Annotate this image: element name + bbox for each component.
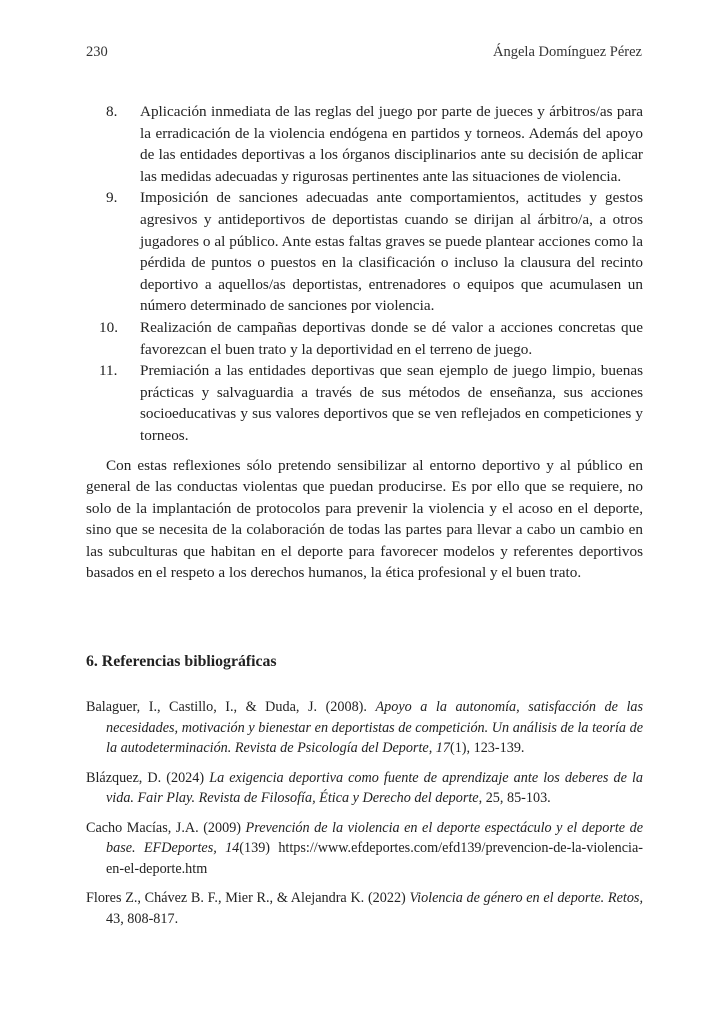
reference-title: Apoyo a la autonomía, satisfacción de las necesidades, motivación y bienestar en deportistas de competición. Un análisis de la teoría de la autodeterminación. Revista de Psicología del Deporte, 17	[106, 699, 644, 756]
section-heading: 6. Referencias bibliográficas	[86, 653, 277, 670]
list-item	[86, 317, 643, 360]
reference-entry	[86, 888, 643, 929]
list-item-number: 8.	[106, 103, 118, 120]
reference-authors: Cacho Macías, J.A. (2009)	[86, 819, 242, 836]
list-item	[86, 101, 643, 187]
list-item	[86, 360, 643, 446]
reference-title: Prevención de la violencia en el deporte espectáculo y el deporte de base. EFDeportes, 14	[106, 819, 643, 856]
running-author: Ángela Domínguez Pérez	[493, 44, 642, 60]
closing-paragraph: Con estas reflexiones sólo pretendo sensibilizar al entorno deportivo y al público en general de las conductas violentas que puedan producirse. Es por ello que se requiere, no solo de la implantación de protocolos para prevenir la violencia y el acoso en el deporte, sino que se necesita de la colaboración de todas las partes para llevar a cabo un cambio en las subculturas que habitan en el deporte para favorecer modelos y referentes deportivos basados en el respeto a los derechos humanos, la ética profesional y el buen trato.	[86, 456, 643, 582]
body-content	[86, 101, 643, 584]
list-item-number: 9.	[106, 189, 118, 207]
list-item	[86, 187, 643, 317]
reference-entry	[86, 697, 643, 759]
measures-list	[86, 101, 643, 447]
reference-authors: Flores Z., Chávez B. F., Mier R., & Alejandra K. (2022)	[86, 890, 406, 906]
list-item-text: Aplicación inmediata de las reglas del juego por parte de jueces y árbitros/as para la erradicación de la violencia endógena en partidos y torneos. Además del apoyo de las entidades deportivas a los órganos disciplinarios ante su decisión de aplicar las medidas adecuadas y rigurosas pertinentes ante las situaciones de violencia.	[140, 103, 643, 185]
reference-authors: Balaguer, I., Castillo, I., & Duda, J. (2008).	[86, 699, 367, 715]
reference-entry	[86, 768, 643, 809]
list-item-text: Realización de campañas deportivas donde se dé valor a acciones concretas que favorezcan el buen trato y la deportividad en el terreno de juego.	[140, 318, 643, 358]
reference-list	[86, 697, 643, 938]
reference-details: (1), 123-139.	[449, 740, 525, 756]
running-header	[86, 44, 642, 61]
page-number: 230	[86, 44, 108, 60]
reference-title: Violencia de género en el deporte. Retos,	[409, 890, 644, 906]
reference-title: La exigencia deportiva como fuente de aprendizaje ante los deberes de la vida. Fair Play. Revista de Filosofía, Ética y Derecho del deporte	[106, 769, 643, 806]
reference-details: (139) https://www.efdeportes.com/efd139/prevencion-de-la-violencia-en-el-deporte.htm	[106, 840, 643, 877]
list-item-text: Imposición de sanciones adecuadas ante comportamientos, actitudes y gestos agresivos y antideportivos de deportistas cuando se dirijan al árbitro/a, a otros jugadores o al público. Ante estas faltas graves se puede plantear acciones como la pérdida de puntos o puestos en la clasificación o incluso la clausura del recinto deportivo a aquellos/as deportistas, entrenadores o equipos que acumulasen un número determinado de sanciones por violencia.	[140, 189, 643, 315]
reference-details: 43, 808-817.	[106, 910, 179, 927]
list-item-number: 10.	[99, 318, 118, 336]
list-item-text: Premiación a las entidades deportivas que sean ejemplo de juego limpio, buenas prácticas y salvaguardia a través de sus métodos de enseñanza, sus acciones socioeducativas y sus valores deportivos que se ven reflejados en competiciones y torneos.	[140, 362, 643, 444]
reference-details: , 25, 85-103.	[478, 790, 551, 806]
reference-entry	[86, 818, 643, 880]
list-item-number: 11.	[99, 362, 118, 380]
reference-authors: Blázquez, D. (2024)	[86, 769, 205, 786]
